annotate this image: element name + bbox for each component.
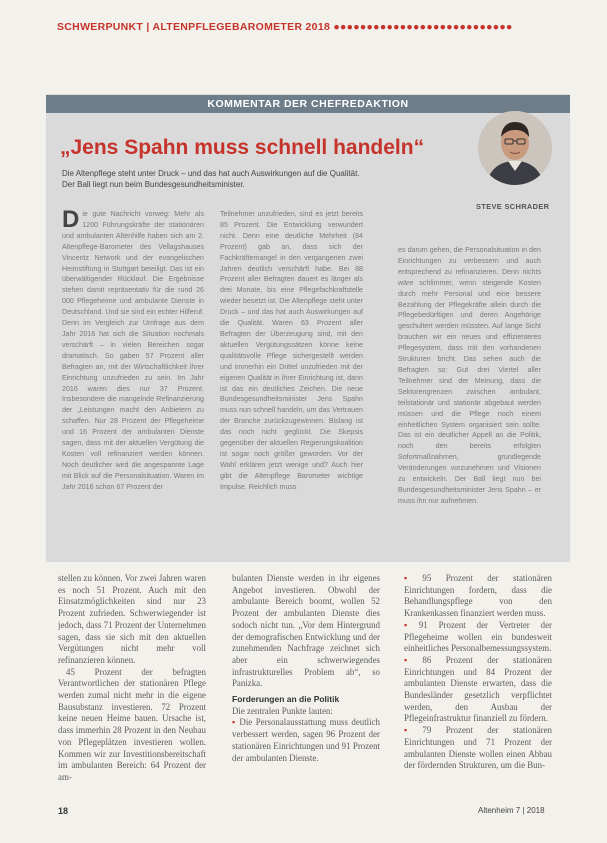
lead-text: Die Altenpflege steht unter Druck – und das hat auch Auswirkungen auf die Qualität. Der Ball liegt nun beim Bundesgesundheitsminister. xyxy=(62,169,360,190)
bullet-text: 86 Prozent der stationären Einrichtungen und 84 Prozent der ambulanten Dienste erwarten, dass die Bundesländer gesetzlich verpflichtet werden, den Ausbau der Pflegeinfrastruktur finanziell zu fördern. xyxy=(404,654,552,724)
body-column-1 xyxy=(58,573,206,797)
body-col3-bullet xyxy=(404,725,552,772)
author-photo xyxy=(478,111,552,185)
portrait-image xyxy=(478,111,552,185)
subhead-forderungen: Forderungen an die Politik xyxy=(232,694,340,705)
body-col2-intro: Die zentralen Punkte lauten: xyxy=(232,705,333,716)
section-header xyxy=(57,21,567,35)
dropcap: D xyxy=(62,209,80,233)
bullet-text: 79 Prozent der stationären Einrichtungen und 71 Prozent der ambulanten Dienste wollen einen Abbau der fördernden Strukturen, um die Bun- xyxy=(404,725,552,771)
body-column-2 xyxy=(232,573,380,797)
body-col3-bullet xyxy=(404,655,552,725)
magazine-issue: Altenheim 7 | 2018 xyxy=(478,806,545,815)
body-column-3 xyxy=(404,573,552,797)
commentary-column-2 xyxy=(220,209,363,555)
body-col1-para2: 45 Prozent der befragten Verantwortlichen der stationären Pflege werden zumal nicht mehr in die eigene Bausubstanz investieren. 72 Prozent keine neuen Heime bauen. Ursache ist, dass immerhin 28 Prozent in den Neubau von Pflegeplätzen investieren wollen. Kommen wir zur Investitionsbereitschaft im ambulanten Bereich: 64 Prozent der am- xyxy=(58,666,206,782)
commentary-column-1 xyxy=(62,209,204,555)
headline: „Jens Spahn muss schnell handeln“ xyxy=(60,136,425,159)
section-separator: | xyxy=(146,21,150,33)
commentary-col1-text: ie gute Nachricht vorweg: Mehr als 1200 Führungskräfte der stationären und ambulanten Altenhilfe haben sich am 2. Altenpflege-Barometer des Vellagshauses Vincentz Network und der evangelischen Heimstiftung in Stuttgart beteiligt. Das ist ein überwältigender Rücklauf. Die Ergebnisse stehen damit repräsentativ für die rund 26 000 Pflegeheime und ambulante Dienste in Deutschland. Und sie sind ein echter Hilferuf. Denn im Vergleich zur Umfrage aus dem Jahr 2016 hat sich die Situation nochmals verschärft – in vielen Bereichen sogar dramatisch. So gaben 57 Prozent aller Befragten an, mit der Wirtschaftlichkeit ihrer Einrichtung unzufrieden zu sein. Im Jahr 2016 waren dies nur 37 Prozent. Insbesondere die mangelnde Refinanzierung der „Leistungen macht den Anbietern zu schaffen. Nur 28 Prozent der Pflegeheime und 16 Prozent der ambulanten Dienste sagen, dass mit der aktuellen Vergütung die Kosten voll refinanziert werden können. Noch deutlicher wird die angespannte Lage mit Blick auf die Personalsituation. Waren im Jahr 2016 schon 67 Prozent der xyxy=(62,210,204,491)
body-col2-bullet xyxy=(232,717,380,764)
body-col1-para1: stellen zu können. Vor zwei Jahren waren es noch 51 Prozent. Auch mit den Einsatzmöglichkeiten sind nur 23 Prozent zufrieden. Schwerwiegender ist jedoch, dass 71 Prozent der Unternehmen sagen, dass sie sich mit den aktuellen Vergütungen nicht mehr voll refinanzieren können. xyxy=(58,573,206,665)
commentary-column-3 xyxy=(398,245,541,555)
section-label: SCHWERPUNKT xyxy=(57,21,144,33)
page-number: 18 xyxy=(58,806,69,816)
bullet-text: 95 Prozent der stationären Einrichtungen fordern, dass die Behandlungspflege von den Krankenkassen finanziert werden muss. xyxy=(404,573,552,619)
bullet-text: Die Personalausstattung muss deutlich verbessert werden, sagen 96 Prozent der stationären Einrichtungen und 91 Prozent der ambulanten Dienste. xyxy=(232,717,380,763)
author-name: STEVE SCHRADER xyxy=(476,202,550,211)
banner-label: KOMMENTAR DER CHEFREDAKTION xyxy=(207,98,409,110)
commentary-col3-text: es darum gehen, die Personalsituation in den Einrichtungen zu verbessern und auch entsprechend zu refinanzieren. Denn nichts wäre schlimmer, wenn steigende Kosten durch mehr Personal und eine bessere Bezahlung der Pflegekräfte allein durch die Pflegebedürftigen und deren Angehörige geschultert werden müssten. Auf lange Sicht brauchen wir ein neues und effizienteres Pflegesystem, dass mit den vorhandenen Strukturen bricht. Das sehen auch die Befragten so: Gut drei Viertel aller Teilnehmer sind der Meinung, dass die Sektorengrenzen zwischen ambulant, teilstationär und stationär abgebaut werden müssen und die Pflege noch einem einheitlichen System organisiert sein sollte. Das ist ein deutlicher Appell an die Politik, noch den bereits erfolgten Sofortmaßnahmen, grundlegende Veränderungen vorzunehmen und Visionen zu entwickeln. Der Ball liegt nun bei Bundesgesundheitsminister Jens Spahn – er muss ihn nur aufnehmen. xyxy=(398,246,541,505)
commentary-col2-text: Teilnehmer unzufrieden, sind es jetzt bereits 85 Prozent. Die Entwicklung verwundert nicht. Denn eine deutliche Mehrheit (84 Prozent) gab an, dass sich der Fachkräftemangel in den vergangenen zwei Jahren deutlich verschärft habe. Bei 88 Prozent aller Befragten dauert es länger als drei Monate, bis eine Pflegefachkraftstelle wieder besetzt ist. Die Altenpflege steht unter Druck – und das hat auch Auswirkungen auf die Qualität. Waren 63 Prozent aller Befragten der Überzeugung sind, mit den aktuellen Vergütungssätzen könne keine qualitätsvolle Pflege sichergestellt werden und immerhin ein Drittel unzufrieden mit der eigenen Qualität in ihrer Einrichtung ist, dann ist das ein deutliches Zeichen. Die neue Bundesgesundheitsminister Jens Spahn muss nun schnell handeln, um das Vertrauen der Branche zurückzugewinnen. Bislang ist das noch nicht geglückt. Die Skepsis gegenüber der aktuellen Regierungskoalition ist sogar noch größer geworden. Vor der Wahl erklären jetzt wenige und? Auch hier gibt die Altenpflege Barometer wichtige Impulse. Reichlich muss xyxy=(220,210,363,491)
section-topic: ALTENPFLEGEBAROMETER 2018 xyxy=(152,21,331,33)
commentary-banner xyxy=(46,95,570,113)
header-dots: ●●●●●●●●●●●●●●●●●●●●●●●●●●● xyxy=(333,21,513,33)
body-col3-bullet xyxy=(404,573,552,620)
bullet-text: 91 Prozent der Vertreter der Pflegeheime wollen ein bundesweit einheitliches Personalbemessungssystem. xyxy=(404,619,552,654)
body-col3-bullet xyxy=(404,620,552,655)
body-col2-para: bulanten Dienste werden in ihr eigenes Angebot investieren. Obwohl der ambulante Bereich boomt, wollen 52 Prozent der ambulanten Dienste dies sodoch nicht tun. „Vor dem Hintergrund der demografischen Entwicklung und der zunehmenden Nachfrage zeichnet sich aber ein schwerwiegendes infrastrukturelles Problem ab“, so Panizka. xyxy=(232,573,380,689)
